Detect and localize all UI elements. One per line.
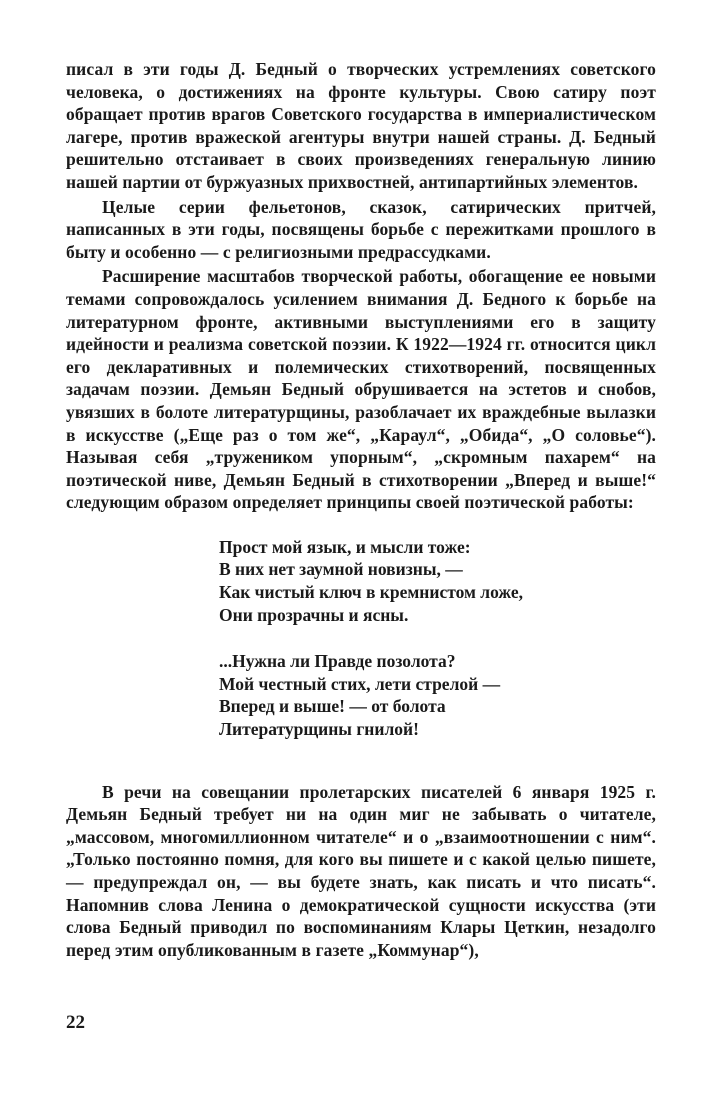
verse-line: Литературщины гнилой!	[219, 719, 419, 740]
verse-line: Как чистый ключ в кремнистом ложе,	[219, 582, 524, 603]
page-body	[66, 58, 656, 961]
verse-line: В них нет заумной новизны, —	[219, 559, 463, 580]
verse-line: Прост мой язык, и мысли тоже:	[219, 536, 471, 557]
verse-stanza-1	[219, 536, 656, 626]
paragraph-3: Расширение масштабов творческой работы, обогащение ее новыми темами сопровождалось усилением внимания Д. Бедного к борьбе на литературном фронте, активными выступлениями его в защиту идейности и реализма советской поэзии. К 1922—1924 гг. относится цикл его декларативных и полемических стихотворений, посвященных задачам поэзии. Демьян Бедный обрушивается на эстетов и снобов, увязших в болоте литературщины, разоблачает их враждебные вылазки в искусстве („Еще раз о том же“, „Караул“, „Обида“, „О соловье“). Называя себя „тружеником упорным“, „скромным пахарем“ на поэтической ниве, Демьян Бедный в стихотворении „Вперед и выше!“ следующим образом определяет принципы своей поэтической работы:	[66, 266, 656, 513]
verse-line: Вперед и выше! — от болота	[219, 696, 446, 717]
verse-stanza-2	[219, 650, 656, 740]
paragraph-2: Целые серии фельетонов, сказок, сатирических притчей, написанных в эти годы, посвящены борьбе с пережитками прошлого в быту и особенно — с религиозными предрассудками.	[66, 196, 656, 262]
paragraph-4: В речи на совещании пролетарских писателей 6 января 1925 г. Демьян Бедный требует ни на один миг не забывать о читателе, „массовом, многомиллионном читателе“ и о „взаимоотношении с ним“. „Только постоянно помня, для кого вы пишете и с какой целью пишете, — предупреждал он, — вы будете знать, как писать и что писать“. Напомнив слова Ленина о демократической сущности искусства (эти слова Бедный приводил по воспоминаниям Клары Цеткин, незадолго перед этим опубликованным в газете „Коммунар“),	[66, 781, 656, 960]
verse-line: ...Нужна ли Правде позолота?	[219, 651, 456, 672]
page-number: 22	[66, 1012, 85, 1033]
verse-line: Они прозрачны и ясны.	[219, 604, 409, 625]
verse-line: Мой честный стих, лети стрелой —	[219, 673, 501, 694]
paragraph-1: писал в эти годы Д. Бедный о творческих устремлениях советского человека, о достижениях на фронте культуры. Свою сатиру поэт обращает против врагов Советского государства в империалистическом лагере, против вражеской агентуры внутри нашей страны. Д. Бедный решительно отстаивает в своих произведениях генеральную линию нашей партии от буржуазных прихвостней, антипартийных элементов.	[66, 59, 656, 192]
